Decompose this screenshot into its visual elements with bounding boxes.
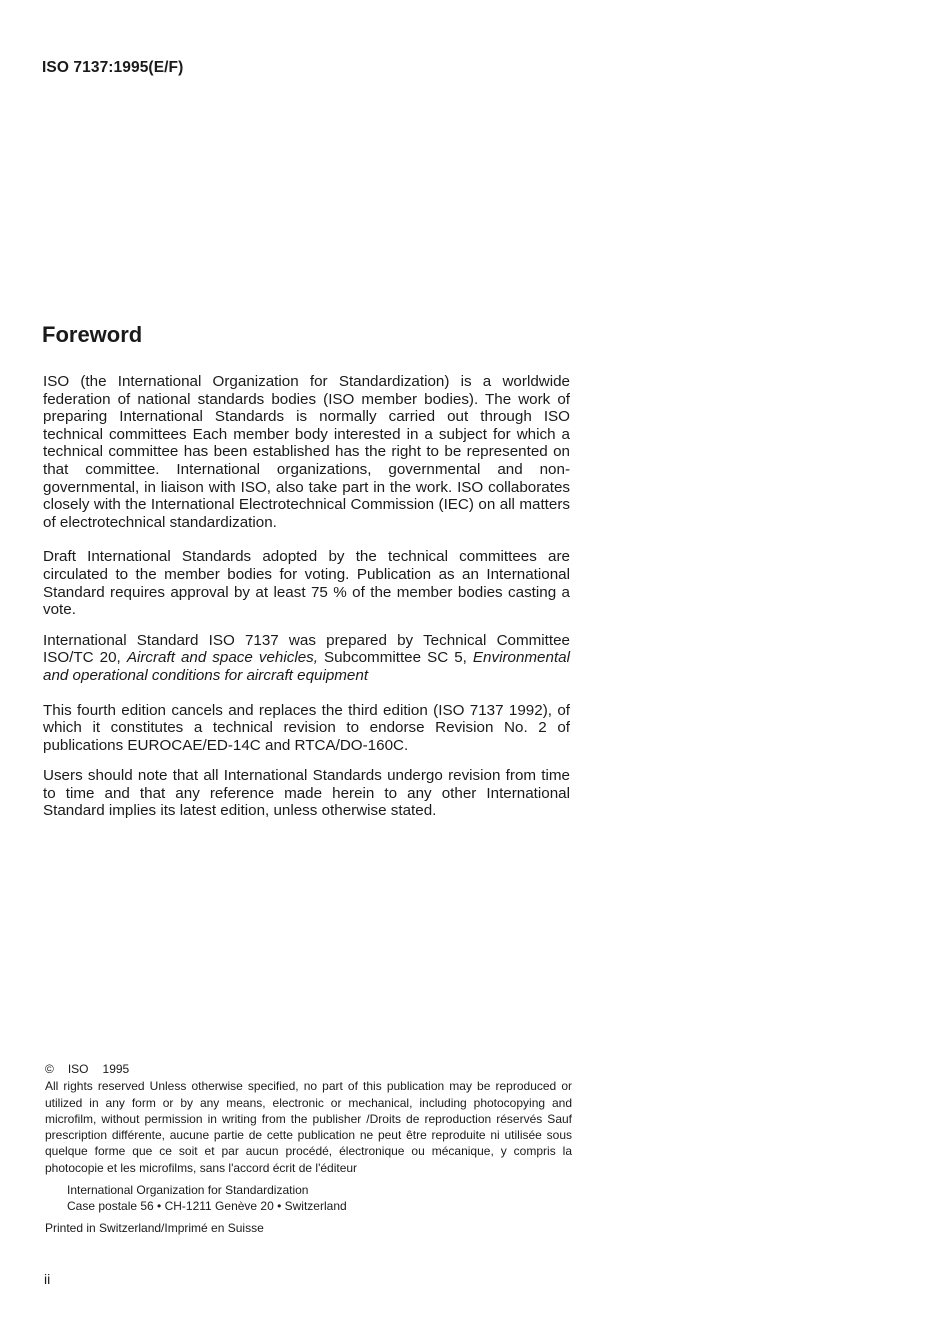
document-code: ISO 7137:1995(E/F) — [42, 59, 184, 76]
foreword-paragraph-5: Users should note that all International Standards undergo revision from time to time and that any reference made herein to any other International Standard implies its latest edition, unless otherwise stated. — [43, 767, 570, 820]
foreword-paragraph-3 — [43, 632, 570, 685]
copyright-year: 1995 — [102, 1062, 130, 1076]
printed-in: Printed in Switzerland/Imprimé en Suisse — [45, 1220, 264, 1235]
p3-text-c: Subcommittee SC 5, — [317, 649, 473, 667]
address-line-2: Case postale 56 • CH-1211 Genève 20 • Switzerland — [67, 1199, 347, 1214]
p3-text-a: International Standard ISO 7137 was prepared by Technical Committee ISO/TC 20, — [43, 631, 570, 667]
publisher-address — [67, 1182, 572, 1215]
copyright-block — [45, 1061, 572, 1236]
p3-subcommittee-title: Environmental and operational conditions for aircraft equipment — [43, 649, 570, 684]
page-number: ii — [44, 1271, 51, 1287]
address-line-1: International Organization for Standardization — [67, 1183, 309, 1198]
foreword-title: Foreword — [42, 322, 143, 347]
rights-statement: All rights reserved Unless otherwise specified, no part of this publication may be reproduced or utilized in any form or by any means, electronic or mechanical, including photocopying and microfilm, without permission in writing from the publisher /Droits de reproduction réservés Sauf prescription différente, aucune partie de cette publication ne peut être reproduite ni utilisée sous quelque forme que ce soit et par aucun procédé, électronique ou mécanique, y compris la photocopie et les microfilms, sans l'accord écrit de l'éditeur — [45, 1079, 572, 1175]
foreword-paragraph-2: Draft International Standards adopted by the technical committees are circulated to the member bodies for voting. Publication as an International Standard requires approval by at least 75 % of the member bodies casting a vote. — [43, 548, 570, 619]
copyright-org: ISO — [67, 1062, 89, 1076]
foreword-paragraph-1: ISO (the International Organization for Standardization) is a worldwide federation of national standards bodies (ISO member bodies). The work of preparing International Standards is normally carried out through ISO technical committees Each member body interested in a subject for which a technical committee has been established has the right to be represented on that committee. International organizations, governmental and non-governmental, in liaison with ISO, also take part in the work. ISO collaborates closely with the International Electrotechnical Commission (IEC) on all matters of electrotechnical standardization. — [43, 373, 570, 531]
copyright-symbol: © — [45, 1062, 54, 1076]
p3-committee-title: Aircraft and space vehicles, — [126, 649, 318, 667]
copyright-line — [45, 1061, 572, 1077]
foreword-paragraph-4: This fourth edition cancels and replaces the third edition (ISO 7137 1992), of which it constitutes a technical revision to endorse Revision No. 2 of publications EUROCAE/ED-14C and RTCA/DO-160C. — [43, 701, 570, 754]
foreword-body — [43, 373, 570, 820]
